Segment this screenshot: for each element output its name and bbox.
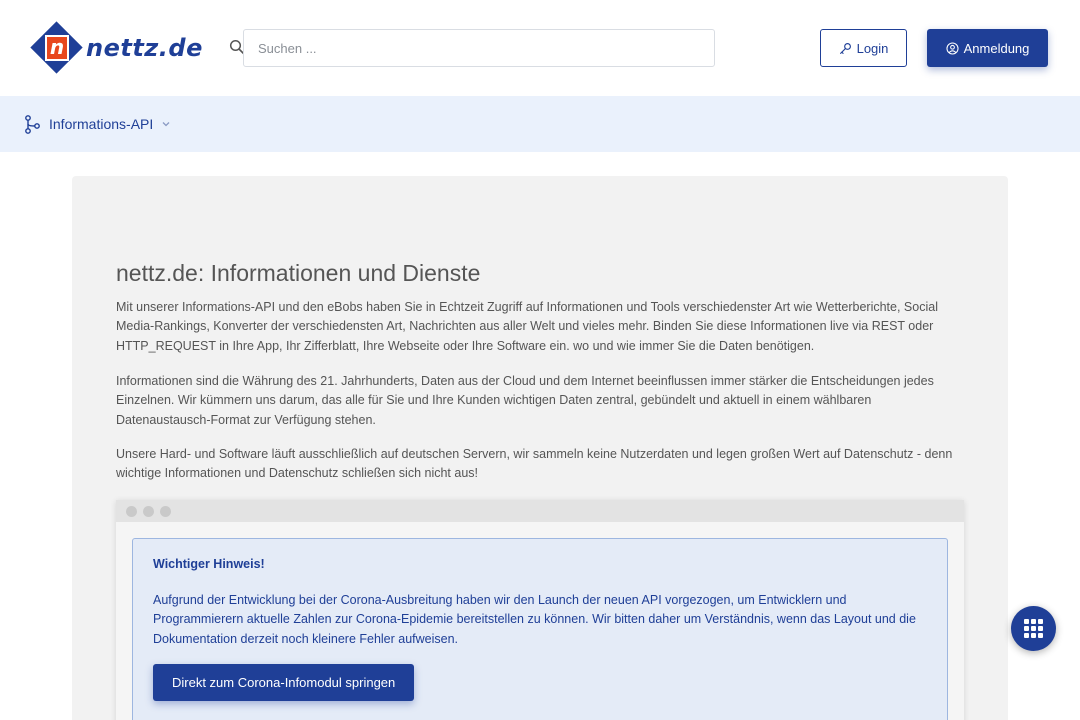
login-button[interactable] xyxy=(820,29,907,67)
intro-paragraph: Informationen sind die Währung des 21. Jahrhunderts, Daten aus der Cloud und dem Internet beeinflussen immer stärker die Entscheidungen jedes Einzelnen. Wir kümmern uns darum, das alle für Sie und Ihre Kunden wichtigen Daten zentral, gebündelt und aktuell in einem wählbaren Datenaustausch-Format zur Verfügung stehen. xyxy=(116,374,934,427)
nav-item-informations-api[interactable] xyxy=(24,113,171,135)
window-dot xyxy=(126,506,137,517)
logo-letter: n xyxy=(49,35,65,59)
window-title-bar xyxy=(116,500,964,522)
notice-text: Aufgrund der Entwicklung bei der Corona-Ausbreitung haben wir den Launch der neuen API vorgezogen, um Entwicklern und Programmierern aktuelle Zahlen zur Corona-Epidemie bereitstellen zu können. Wir bitten daher um Verständnis, wenn das Layout und die Dokumentation derzeit noch kleinere Fehler aufweisen. xyxy=(153,593,916,646)
key-icon xyxy=(839,42,852,55)
login-button-label: Login xyxy=(856,40,889,56)
search-input[interactable] xyxy=(243,29,715,67)
logo-text: nettz.de xyxy=(86,34,203,62)
sub-navigation xyxy=(0,96,1080,152)
intro-paragraph: Mit unserer Informations-API und den eBobs haben Sie in Echtzeit Zugriff auf Informationen und Tools verschiedenster Art wie Wetterberichte, Social Media-Rankings, Konverter der verschiedensten Art, Nachrichten aus aller Welt und vieles mehr. Binden Sie diese Informationen live via REST oder HTTP_REQUEST in Ihre App, Ihr Zifferblatt, Ihre Webseite oder Ihre Software ein. wo und wie immer Sie die Daten benötigen. xyxy=(116,300,938,353)
signup-button[interactable] xyxy=(927,29,1048,67)
browser-window-mockup xyxy=(116,500,964,720)
notice-title: Wichtiger Hinweis! xyxy=(153,557,265,571)
user-circle-icon xyxy=(946,42,959,55)
apps-grid-icon xyxy=(1024,619,1043,638)
site-header xyxy=(0,0,1080,96)
notice-box xyxy=(132,538,948,720)
window-dot xyxy=(160,506,171,517)
site-logo[interactable] xyxy=(31,22,203,74)
intro-paragraph: Unsere Hard- und Software läuft ausschließlich auf deutschen Servern, wir sammeln keine Nutzerdaten und legen großen Wert auf Datenschutz - denn wichtige Informationen und Datenschutz schließen sich nicht aus! xyxy=(116,447,953,481)
signup-button-label: Anmeldung xyxy=(963,40,1030,56)
logo-mark xyxy=(31,22,83,74)
apps-menu-button[interactable] xyxy=(1011,606,1056,651)
git-branch-icon xyxy=(24,115,41,134)
nav-item-label: Informations-API xyxy=(49,116,154,132)
chevron-down-icon xyxy=(161,119,171,129)
page-title: nettz.de: Informationen und Dienste xyxy=(116,260,481,286)
window-dot xyxy=(143,506,154,517)
intro-card xyxy=(72,176,1008,720)
corona-module-button[interactable]: Direkt zum Corona-Infomodul springen xyxy=(153,664,414,701)
